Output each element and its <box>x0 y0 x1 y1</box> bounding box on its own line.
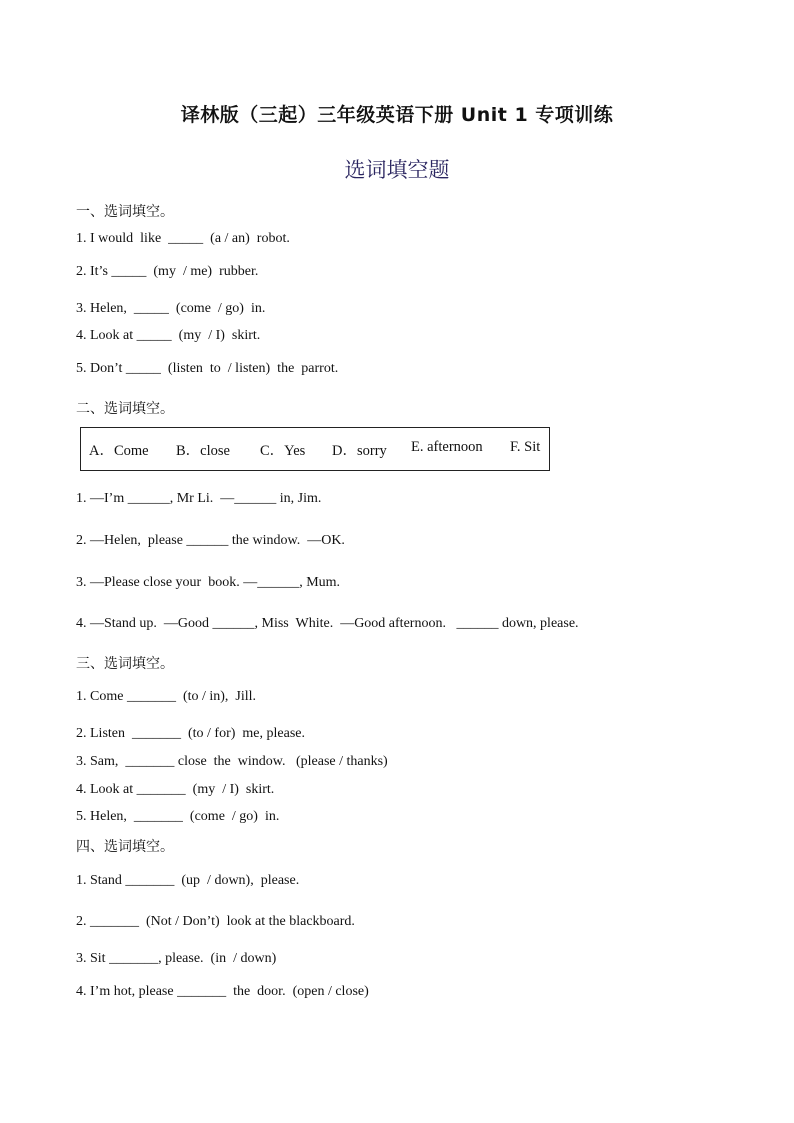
section-3-item-1: 1. Come _______ (to / in), Jill. <box>76 689 257 704</box>
section-2-item-4: 4. —Stand up. —Good ______, Miss White. —Good afternoon. ______ down, please. <box>76 616 579 631</box>
word-option-e: E. afternoon <box>411 439 483 455</box>
page-subtitle: 选词填空题 <box>344 158 450 182</box>
word-option-a: A．Come <box>89 443 149 459</box>
section-3-item-5: 5. Helen, _______ (come / go) in. <box>76 809 280 824</box>
word-option-d: D．sorry <box>332 443 387 459</box>
section-4-item-3: 3. Sit _______, please. (in / down) <box>76 951 277 966</box>
section-1-heading: 一、选词填空。 <box>76 204 174 220</box>
section-2-item-2: 2. —Helen, please ______ the window. —OK. <box>76 533 345 548</box>
section-1-item-2: 2. It’s _____ (my / me) rubber. <box>76 264 259 279</box>
section-1-item-4: 4. Look at _____ (my / I) skirt. <box>76 328 261 343</box>
word-option-f: F. Sit <box>510 439 541 455</box>
section-3-item-3: 3. Sam, _______ close the window. (please / thanks) <box>76 754 388 769</box>
page-title: 译林版（三起）三年级英语下册 Unit 1 专项训练 <box>180 104 614 126</box>
word-option-c: C．Yes <box>260 443 306 459</box>
section-4-item-4: 4. I’m hot, please _______ the door. (open / close) <box>76 984 369 999</box>
section-3-item-2: 2. Listen _______ (to / for) me, please. <box>76 726 306 741</box>
section-1-item-3: 3. Helen, _____ (come / go) in. <box>76 301 266 316</box>
section-4-item-1: 1. Stand _______ (up / down), please. <box>76 873 300 888</box>
section-4-item-2: 2. _______ (Not / Don’t) look at the blackboard. <box>76 914 355 929</box>
section-2-item-1: 1. —I’m ______, Mr Li. —______ in, Jim. <box>76 491 322 506</box>
word-bank-box <box>80 427 550 471</box>
section-3-heading: 三、选词填空。 <box>76 656 174 672</box>
section-2-heading: 二、选词填空。 <box>76 401 174 417</box>
section-1-item-1: 1. I would like _____ (a / an) robot. <box>76 231 290 246</box>
section-2-item-3: 3. —Please close your book. —______, Mum. <box>76 575 341 590</box>
word-option-b: B．close <box>176 443 230 459</box>
section-3-item-4: 4. Look at _______ (my / I) skirt. <box>76 782 275 797</box>
section-4-heading: 四、选词填空。 <box>76 839 174 855</box>
section-1-item-5: 5. Don’t _____ (listen to / listen) the parrot. <box>76 361 339 376</box>
